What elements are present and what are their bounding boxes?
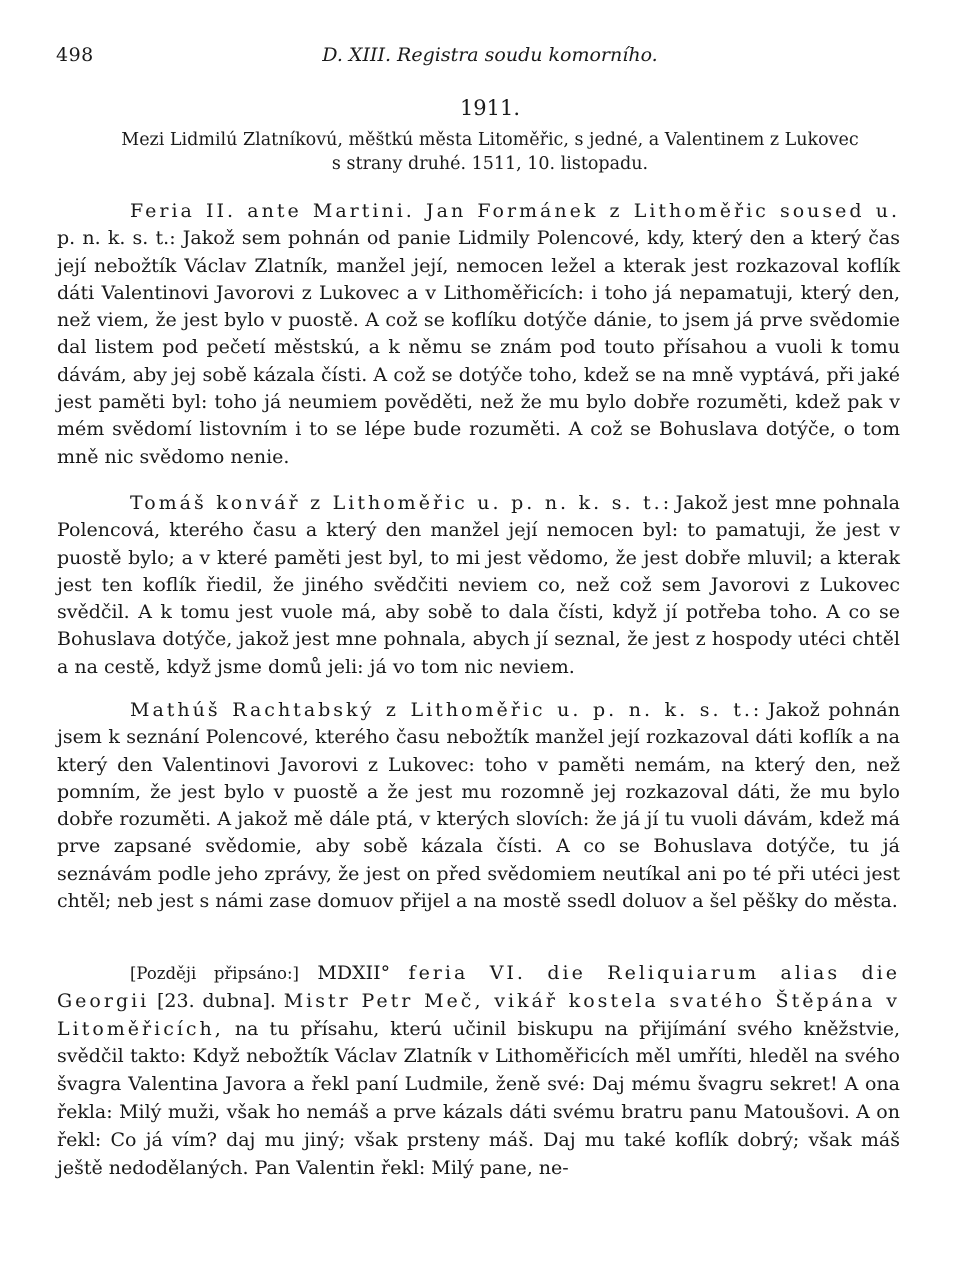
- page-header: [0, 44, 960, 78]
- paragraph-later-addition: [57, 960, 900, 1182]
- regest: [80, 128, 900, 176]
- date-year: MDXII°: [298, 962, 409, 984]
- witness-heading: Mathúš Rachtabský z Lithoměřic u. p. n. k. s. t.: [130, 699, 753, 721]
- document-number: 1911.: [459, 96, 521, 120]
- regest-line: Mezi Lidmilú Zlatníkovú, měštkú města Litoměřic, s jedné, a Valentinem z Lukovec: [121, 130, 859, 150]
- paragraph-mathus: [57, 697, 900, 915]
- page-number: 498: [56, 44, 94, 66]
- paragraph-formanek: [57, 198, 900, 471]
- date-heading: feria VI. die Reliquiarum alias die Georgii: [57, 962, 900, 1012]
- regest-line: s strany druhé. 1511, 10. listopadu.: [331, 154, 649, 174]
- testimony-text: p. n. k. s. t.: Jakož sem pohnán od panie Lidmily Polencové, kdy, který den a který čas její nebožtík Václav Zlatník, manžel její, nemocen ležel a kterak jest rozkazoval koflík dáti Valentinovi Javorovi z Lukovec a v Lithoměřicích: i toho já nepamatuji, který den, než viem, že jest bylo v puostě. A což se koflíku dotýče dánie, to jsem já prve svědomie dal listem pod pečetí městskú, a k němu se znám pod touto přísahou a vuoli k tomu dávám, aby jej sobě kázala čísti. A což se dotýče toho, kdež se na mně vyptává, při jaké jest paměti byl: toho já neumiem pověděti, než že mu bylo dobře rozuměti, kdež pak v mém svědomí listovním i to se lépe bude rozuměti. A což se Bohuslava dotýče, o tom mně nic svědomo nenie.: [57, 227, 900, 468]
- witness-heading: Feria II. ante Martini. Jan Formánek z Lithoměřic soused u.: [130, 200, 900, 222]
- witness-heading: Tomáš konvář z Lithoměřic u. p. n. k. s. t.: [130, 492, 663, 514]
- testimony-text: : Jakož jest mne pohnala Polencová, kterého času a který den manžel její nemocen byl: to pamatuji, že jest v puostě bylo; a v které paměti jest byl, to mi jest vědomo, že jest dobře mluvil; a kterak jest ten koflík řiedil, že jiného svědčiti neviem co, než což sem Javorovi z Lukovec svědčil. A k tomu jest vuole má, aby sobě to dala čísti, když jí potřeba toho. A co se Bohuslava dotýče, jakož jest mne pohnala, abych jí seznal, že jest z hospody utéci chtěl a na cestě, když jsme domů jeli: já vo tom nic neviem.: [57, 492, 900, 678]
- date-bracket: [23. dubna].: [149, 989, 284, 1012]
- testimony-text: na tu přísahu, kterú učinil biskupu na přijímání svého kněžstvie, svědčil takto: Když nebožtík Václav Zlatník v Lithoměřicích měl umříti, hleděl na svého švagra Valentina Javora a řekl paní Ludmile, ženě své: Daj mému švagru sekret! A ona řekla: Milý muži, však ho nemáš a prve kázals dáti svému bratru panu Matoušovi. A on řekl: Co já vím? daj mu jiný; však prsteny máš. Daj mu také koflík dobrý; však máš ještě nedodělaných. Pan Valentin řekl: Milý pane, ne-: [57, 1017, 900, 1179]
- witness-heading: Mistr Petr Meč, vikář kostela svatého Štěpána v Litoměřicích,: [57, 989, 900, 1040]
- paragraph-tomas: [57, 490, 900, 681]
- running-title: D. XIII. Registra soudu komorního.: [322, 44, 658, 66]
- testimony-text: : Jakož pohnán jsem k seznání Polencové, kterého času nebožtík manžel její rozkazoval dáti koflík a na který den Valentinovi Javorovi z Lukovec: toho v paměti nemám, na který den, než pomním, že jest bylo v puostě a že jest mu rozomně jej rozkazoval dáti, že mu bylo dobře rozuměti. A jakož mě dále ptá, v kterých slovích: že já jí tu vuoli dávám, kdež má prve zapsané svědomie, aby sobě kázala čísti. A co se Bohuslava dotýče, tu já seznávám podle jeho zprávy, že jest on před svědomiem neutíkal ani po té při utéci jest chtěl; neb jest s námi zase domuov přijel a na mostě ssedl doluov a šel pěšky do města.: [57, 699, 901, 913]
- editorial-note: [Později připsáno:]: [130, 964, 299, 983]
